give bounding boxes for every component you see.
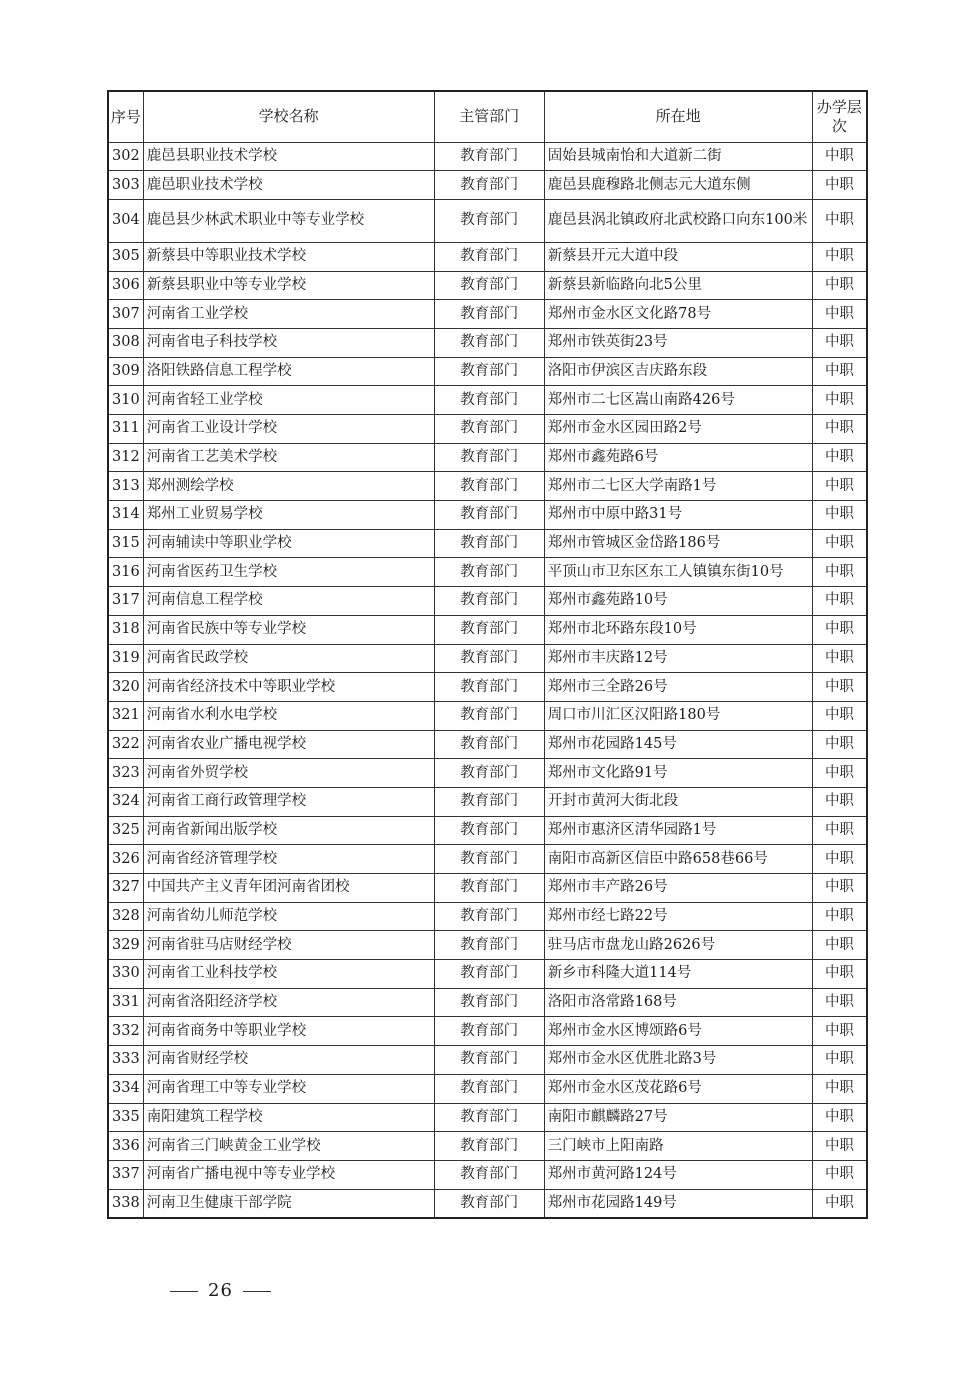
header-department: 主管部门 xyxy=(434,91,544,142)
school-name-cell: 河南省商务中等职业学校 xyxy=(143,1017,434,1046)
table-row xyxy=(108,501,867,530)
location-cell: 郑州市三全路26号 xyxy=(544,673,812,702)
department-cell: 教育部门 xyxy=(434,902,544,931)
location-cell: 郑州市惠济区清华园路1号 xyxy=(544,816,812,845)
row-number: 303 xyxy=(108,171,143,200)
department-cell: 教育部门 xyxy=(434,386,544,415)
row-number: 305 xyxy=(108,242,143,271)
schools-table xyxy=(107,90,868,1219)
level-cell: 中职 xyxy=(812,730,867,759)
level-cell: 中职 xyxy=(812,787,867,816)
department-cell: 教育部门 xyxy=(434,1046,544,1075)
school-name-cell: 河南省工业设计学校 xyxy=(143,415,434,444)
location-cell: 鹿邑县鹿穆路北侧志元大道东侧 xyxy=(544,171,812,200)
location-cell: 固始县城南怡和大道新二街 xyxy=(544,142,812,171)
school-name-cell: 河南省电子科技学校 xyxy=(143,328,434,357)
table-row xyxy=(108,730,867,759)
table-row xyxy=(108,357,867,386)
table-row xyxy=(108,415,867,444)
level-cell: 中职 xyxy=(812,615,867,644)
level-cell: 中职 xyxy=(812,759,867,788)
department-cell: 教育部门 xyxy=(434,644,544,673)
header-school-name: 学校名称 xyxy=(143,91,434,142)
level-cell: 中职 xyxy=(812,1103,867,1132)
table-body xyxy=(108,142,867,1218)
location-cell: 南阳市高新区信臣中路658巷66号 xyxy=(544,845,812,874)
page-footer xyxy=(160,1280,281,1301)
level-cell: 中职 xyxy=(812,242,867,271)
table-row xyxy=(108,242,867,271)
table-row xyxy=(108,386,867,415)
row-number: 312 xyxy=(108,443,143,472)
location-cell: 周口市川汇区汉阳路180号 xyxy=(544,701,812,730)
school-name-cell: 新蔡县职业中等专业学校 xyxy=(143,271,434,300)
page-number: 26 xyxy=(208,1280,233,1301)
row-number: 321 xyxy=(108,701,143,730)
row-number: 318 xyxy=(108,615,143,644)
school-name-cell: 河南省经济管理学校 xyxy=(143,845,434,874)
row-number: 335 xyxy=(108,1103,143,1132)
department-cell: 教育部门 xyxy=(434,472,544,501)
department-cell: 教育部门 xyxy=(434,1160,544,1189)
school-name-cell: 河南省轻工业学校 xyxy=(143,386,434,415)
level-cell: 中职 xyxy=(812,1189,867,1218)
table-row xyxy=(108,644,867,673)
school-name-cell: 鹿邑县少林武术职业中等专业学校 xyxy=(143,199,434,242)
row-number: 329 xyxy=(108,931,143,960)
table-row xyxy=(108,1103,867,1132)
table-row xyxy=(108,816,867,845)
footer-dash-right xyxy=(243,1291,271,1292)
row-number: 317 xyxy=(108,587,143,616)
row-number: 332 xyxy=(108,1017,143,1046)
department-cell: 教育部门 xyxy=(434,874,544,903)
level-cell: 中职 xyxy=(812,142,867,171)
table-row xyxy=(108,615,867,644)
department-cell: 教育部门 xyxy=(434,1017,544,1046)
level-cell: 中职 xyxy=(812,701,867,730)
row-number: 320 xyxy=(108,673,143,702)
table-row xyxy=(108,171,867,200)
table-row xyxy=(108,142,867,171)
table-row xyxy=(108,1017,867,1046)
row-number: 314 xyxy=(108,501,143,530)
row-number: 302 xyxy=(108,142,143,171)
row-number: 322 xyxy=(108,730,143,759)
location-cell: 郑州市金水区文化路78号 xyxy=(544,300,812,329)
department-cell: 教育部门 xyxy=(434,443,544,472)
department-cell: 教育部门 xyxy=(434,142,544,171)
row-number: 331 xyxy=(108,988,143,1017)
department-cell: 教育部门 xyxy=(434,242,544,271)
school-name-cell: 河南省新闻出版学校 xyxy=(143,816,434,845)
location-cell: 平顶山市卫东区东工人镇镇东街10号 xyxy=(544,558,812,587)
school-name-cell: 河南省财经学校 xyxy=(143,1046,434,1075)
level-cell: 中职 xyxy=(812,529,867,558)
school-name-cell: 河南信息工程学校 xyxy=(143,587,434,616)
school-name-cell: 河南省工商行政管理学校 xyxy=(143,787,434,816)
location-cell: 南阳市麒麟路27号 xyxy=(544,1103,812,1132)
department-cell: 教育部门 xyxy=(434,816,544,845)
location-cell: 郑州市北环路东段10号 xyxy=(544,615,812,644)
table-row xyxy=(108,558,867,587)
location-cell: 郑州市二七区大学南路1号 xyxy=(544,472,812,501)
table-row xyxy=(108,300,867,329)
location-cell: 郑州市铁英街23号 xyxy=(544,328,812,357)
school-name-cell: 河南省工艺美术学校 xyxy=(143,443,434,472)
school-name-cell: 河南省农业广播电视学校 xyxy=(143,730,434,759)
location-cell: 新蔡县新临路向北5公里 xyxy=(544,271,812,300)
row-number: 325 xyxy=(108,816,143,845)
department-cell: 教育部门 xyxy=(434,271,544,300)
school-name-cell: 河南省理工中等专业学校 xyxy=(143,1074,434,1103)
row-number: 337 xyxy=(108,1160,143,1189)
level-cell: 中职 xyxy=(812,386,867,415)
level-cell: 中职 xyxy=(812,357,867,386)
table-row xyxy=(108,874,867,903)
department-cell: 教育部门 xyxy=(434,328,544,357)
level-cell: 中职 xyxy=(812,845,867,874)
level-cell: 中职 xyxy=(812,300,867,329)
level-cell: 中职 xyxy=(812,472,867,501)
school-name-cell: 新蔡县中等职业技术学校 xyxy=(143,242,434,271)
level-cell: 中职 xyxy=(812,199,867,242)
row-number: 309 xyxy=(108,357,143,386)
level-cell: 中职 xyxy=(812,415,867,444)
department-cell: 教育部门 xyxy=(434,988,544,1017)
school-name-cell: 河南省洛阳经济学校 xyxy=(143,988,434,1017)
level-cell: 中职 xyxy=(812,328,867,357)
level-cell: 中职 xyxy=(812,501,867,530)
level-cell: 中职 xyxy=(812,1160,867,1189)
table-header-row xyxy=(108,91,867,142)
location-cell: 郑州市鑫苑路6号 xyxy=(544,443,812,472)
level-cell: 中职 xyxy=(812,816,867,845)
row-number: 304 xyxy=(108,199,143,242)
row-number: 316 xyxy=(108,558,143,587)
table-row xyxy=(108,701,867,730)
department-cell: 教育部门 xyxy=(434,1189,544,1218)
row-number: 311 xyxy=(108,415,143,444)
school-name-cell: 河南省外贸学校 xyxy=(143,759,434,788)
school-name-cell: 河南省民政学校 xyxy=(143,644,434,673)
footer-dash-left xyxy=(170,1291,198,1292)
table-row xyxy=(108,787,867,816)
location-cell: 郑州市经七路22号 xyxy=(544,902,812,931)
department-cell: 教育部门 xyxy=(434,845,544,874)
department-cell: 教育部门 xyxy=(434,759,544,788)
table-row xyxy=(108,1132,867,1161)
level-cell: 中职 xyxy=(812,271,867,300)
header-no: 序号 xyxy=(108,91,143,142)
table-row xyxy=(108,759,867,788)
location-cell: 鹿邑县涡北镇政府北武校路口向东100米 xyxy=(544,199,812,242)
level-cell: 中职 xyxy=(812,874,867,903)
department-cell: 教育部门 xyxy=(434,960,544,989)
level-cell: 中职 xyxy=(812,902,867,931)
level-cell: 中职 xyxy=(812,673,867,702)
table-row xyxy=(108,931,867,960)
department-cell: 教育部门 xyxy=(434,673,544,702)
row-number: 310 xyxy=(108,386,143,415)
department-cell: 教育部门 xyxy=(434,615,544,644)
row-number: 323 xyxy=(108,759,143,788)
school-name-cell: 河南省医药卫生学校 xyxy=(143,558,434,587)
school-name-cell: 河南省三门峡黄金工业学校 xyxy=(143,1132,434,1161)
location-cell: 郑州市丰产路26号 xyxy=(544,874,812,903)
location-cell: 郑州市黄河路124号 xyxy=(544,1160,812,1189)
school-name-cell: 河南省民族中等专业学校 xyxy=(143,615,434,644)
department-cell: 教育部门 xyxy=(434,587,544,616)
table-row xyxy=(108,443,867,472)
level-cell: 中职 xyxy=(812,931,867,960)
location-cell: 开封市黄河大街北段 xyxy=(544,787,812,816)
location-cell: 郑州市鑫苑路10号 xyxy=(544,587,812,616)
table-row xyxy=(108,1046,867,1075)
row-number: 338 xyxy=(108,1189,143,1218)
location-cell: 郑州市金水区茂花路6号 xyxy=(544,1074,812,1103)
row-number: 334 xyxy=(108,1074,143,1103)
school-name-cell: 南阳建筑工程学校 xyxy=(143,1103,434,1132)
department-cell: 教育部门 xyxy=(434,415,544,444)
header-level: 办学层次 xyxy=(812,91,867,142)
table-row xyxy=(108,1189,867,1218)
department-cell: 教育部门 xyxy=(434,529,544,558)
school-name-cell: 郑州测绘学校 xyxy=(143,472,434,501)
level-cell: 中职 xyxy=(812,1017,867,1046)
department-cell: 教育部门 xyxy=(434,300,544,329)
table-row xyxy=(108,960,867,989)
school-name-cell: 鹿邑职业技术学校 xyxy=(143,171,434,200)
row-number: 307 xyxy=(108,300,143,329)
department-cell: 教育部门 xyxy=(434,1074,544,1103)
school-name-cell: 洛阳铁路信息工程学校 xyxy=(143,357,434,386)
school-name-cell: 郑州工业贸易学校 xyxy=(143,501,434,530)
school-name-cell: 河南省幼儿师范学校 xyxy=(143,902,434,931)
level-cell: 中职 xyxy=(812,1046,867,1075)
department-cell: 教育部门 xyxy=(434,730,544,759)
table-row xyxy=(108,845,867,874)
level-cell: 中职 xyxy=(812,443,867,472)
row-number: 308 xyxy=(108,328,143,357)
school-name-cell: 中国共产主义青年团河南省团校 xyxy=(143,874,434,903)
row-number: 330 xyxy=(108,960,143,989)
department-cell: 教育部门 xyxy=(434,1132,544,1161)
location-cell: 郑州市金水区园田路2号 xyxy=(544,415,812,444)
level-cell: 中职 xyxy=(812,1132,867,1161)
row-number: 324 xyxy=(108,787,143,816)
row-number: 315 xyxy=(108,529,143,558)
level-cell: 中职 xyxy=(812,988,867,1017)
level-cell: 中职 xyxy=(812,558,867,587)
table-row xyxy=(108,902,867,931)
location-cell: 洛阳市伊滨区吉庆路东段 xyxy=(544,357,812,386)
level-cell: 中职 xyxy=(812,171,867,200)
row-number: 306 xyxy=(108,271,143,300)
row-number: 313 xyxy=(108,472,143,501)
header-location: 所在地 xyxy=(544,91,812,142)
table-row xyxy=(108,988,867,1017)
row-number: 319 xyxy=(108,644,143,673)
row-number: 327 xyxy=(108,874,143,903)
level-cell: 中职 xyxy=(812,1074,867,1103)
department-cell: 教育部门 xyxy=(434,357,544,386)
department-cell: 教育部门 xyxy=(434,787,544,816)
table-row xyxy=(108,1160,867,1189)
school-name-cell: 河南省工业学校 xyxy=(143,300,434,329)
table-row xyxy=(108,472,867,501)
table-row xyxy=(108,199,867,242)
department-cell: 教育部门 xyxy=(434,1103,544,1132)
school-name-cell: 河南省驻马店财经学校 xyxy=(143,931,434,960)
row-number: 336 xyxy=(108,1132,143,1161)
level-cell: 中职 xyxy=(812,960,867,989)
location-cell: 郑州市管城区金岱路186号 xyxy=(544,529,812,558)
department-cell: 教育部门 xyxy=(434,171,544,200)
location-cell: 郑州市中原中路31号 xyxy=(544,501,812,530)
row-number: 328 xyxy=(108,902,143,931)
table-row xyxy=(108,673,867,702)
location-cell: 洛阳市洛常路168号 xyxy=(544,988,812,1017)
school-name-cell: 河南卫生健康干部学院 xyxy=(143,1189,434,1218)
location-cell: 郑州市丰庆路12号 xyxy=(544,644,812,673)
row-number: 326 xyxy=(108,845,143,874)
school-name-cell: 河南省经济技术中等职业学校 xyxy=(143,673,434,702)
department-cell: 教育部门 xyxy=(434,199,544,242)
department-cell: 教育部门 xyxy=(434,558,544,587)
location-cell: 郑州市花园路145号 xyxy=(544,730,812,759)
school-name-cell: 河南省水利水电学校 xyxy=(143,701,434,730)
location-cell: 郑州市花园路149号 xyxy=(544,1189,812,1218)
table-row xyxy=(108,328,867,357)
school-name-cell: 河南辅读中等职业学校 xyxy=(143,529,434,558)
level-cell: 中职 xyxy=(812,644,867,673)
location-cell: 郑州市二七区嵩山南路426号 xyxy=(544,386,812,415)
table-row xyxy=(108,271,867,300)
department-cell: 教育部门 xyxy=(434,701,544,730)
location-cell: 三门峡市上阳南路 xyxy=(544,1132,812,1161)
location-cell: 郑州市文化路91号 xyxy=(544,759,812,788)
department-cell: 教育部门 xyxy=(434,501,544,530)
table-row xyxy=(108,1074,867,1103)
school-name-cell: 河南省工业科技学校 xyxy=(143,960,434,989)
location-cell: 驻马店市盘龙山路2626号 xyxy=(544,931,812,960)
row-number: 333 xyxy=(108,1046,143,1075)
school-name-cell: 鹿邑县职业技术学校 xyxy=(143,142,434,171)
location-cell: 新乡市科隆大道114号 xyxy=(544,960,812,989)
location-cell: 郑州市金水区博颂路6号 xyxy=(544,1017,812,1046)
table-row xyxy=(108,587,867,616)
level-cell: 中职 xyxy=(812,587,867,616)
table-row xyxy=(108,529,867,558)
department-cell: 教育部门 xyxy=(434,931,544,960)
school-name-cell: 河南省广播电视中等专业学校 xyxy=(143,1160,434,1189)
location-cell: 郑州市金水区优胜北路3号 xyxy=(544,1046,812,1075)
location-cell: 新蔡县开元大道中段 xyxy=(544,242,812,271)
